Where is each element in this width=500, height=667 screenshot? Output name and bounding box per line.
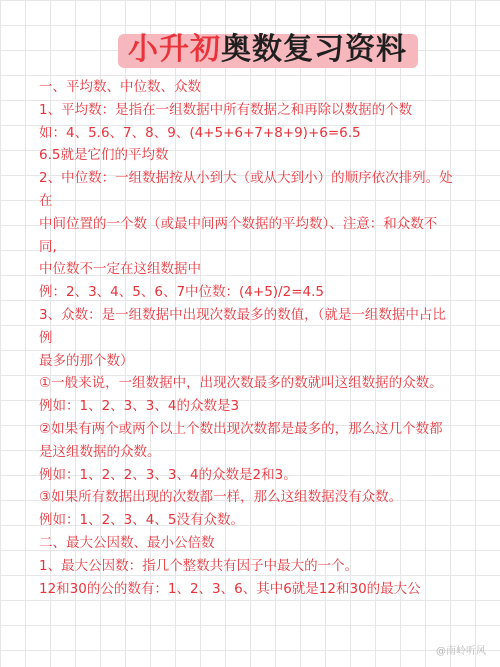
title-accent: 小升初 (128, 32, 221, 67)
text-line: 1、最大公因数：指几个整数共有因子中最大的一个。 (39, 557, 359, 574)
text-line: 例如：1、2、3、3、4的众数是3 (39, 398, 240, 415)
text-line: 例如：1、2、3、4、5没有众数。 (39, 512, 244, 529)
text-line: 3、众数：是一组数据中出现次数最多的数值，（就是一组数据中占比 (39, 306, 446, 323)
text-line: ②如果有两个或两个以上个数出现次数都是最多的，那么这几个数都 (39, 420, 443, 437)
page-title (128, 28, 407, 72)
text-line: 是这组数据的众数。 (39, 443, 161, 460)
text-line: 在 (39, 192, 53, 209)
title-banner (118, 28, 418, 72)
document-body (39, 76, 479, 600)
text-line: 6.5就是它们的平均数 (39, 147, 169, 164)
text-line: 中间位置的一个数（或最中间两个数据的平均数）、注意：和众数不 (39, 215, 438, 232)
text-line: 中位数不一定在这组数据中 (39, 261, 201, 278)
text-line: 二、最大公因数、最小公倍数 (39, 534, 215, 551)
text-line: 一、平均数、中位数、众数 (39, 79, 201, 95)
text-line: 例 (39, 329, 53, 346)
text-line: 最多的那个数） (39, 352, 134, 369)
title-main: 奥数复习资料 (221, 32, 407, 67)
text-line: 例如：1、2、2、3、3、4的众数是2和3。 (39, 466, 297, 483)
text-line: ③如果所有数据出现的次数都一样，那么这组数据没有众数。 (39, 489, 403, 506)
text-line: 如：4、5.6、7、8、9、(4+5+6+7+8+9)+6=6.5 (39, 124, 361, 141)
text-line: ①一般来说，一组数据中，出现次数最多的数就叫这组数据的众数。 (39, 375, 443, 392)
text-line: 例：2、3、4、5、6、7中位数：(4+5)/2=4.5 (39, 284, 324, 301)
text-line: 2、中位数：一组数据按从小到大（或从大到小）的顺序依次排列。处 (39, 170, 453, 187)
text-line: 12和30的公的数有：1、2、3、6、其中6就是12和30的最大公 (39, 580, 421, 597)
watermark: @南岭听风 (436, 646, 486, 657)
text-line: 1、平均数：是指在一组数据中所有数据之和再除以数据的个数 (39, 101, 413, 118)
text-line: 同, (39, 238, 57, 255)
